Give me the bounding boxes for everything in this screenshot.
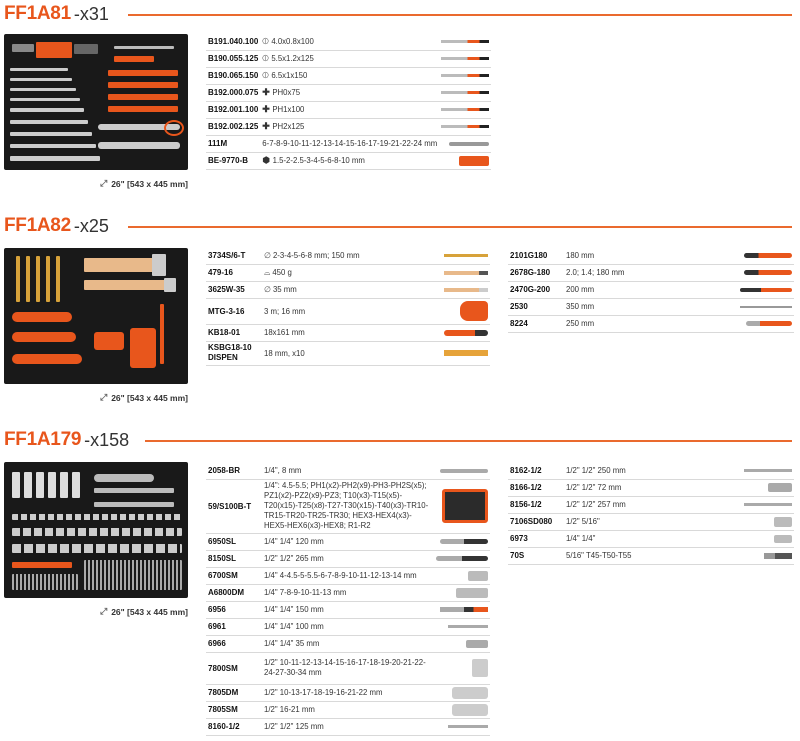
table-row: 8162-1/2 1/2" 1/2" 250 mm [508, 462, 794, 479]
universal-joint-icon [768, 483, 792, 492]
table-row: 2470G-200 200 mm [508, 281, 794, 298]
table-row: 3625W-35 ∅ 35 mm [206, 281, 490, 298]
table-row: 7106SD080 1/2" 5/16" [508, 513, 794, 530]
section-rule [128, 226, 792, 228]
table-row: A6800DM 1/4" 7-8-9-10-11-13 mm [206, 584, 490, 601]
parts-table-right [508, 462, 794, 565]
section-ff1a179 [0, 428, 800, 741]
kit-code: FF1A179 [4, 429, 82, 450]
section-title [4, 214, 109, 238]
extension-bar-icon [448, 625, 488, 628]
slot-icon: ⦶ [262, 53, 272, 63]
extension-bar-icon [744, 469, 792, 472]
table-row: B190.055.125 ⦶ 5.5x1.2x125 [206, 50, 491, 67]
table-row: 6966 1/4" 1/4" 35 mm [206, 635, 490, 652]
slot-icon: ⦶ [262, 70, 272, 80]
table-row: BE-9770-B ⬢ 1.5-2-2.5-3-4-5-6-8-10 mm [206, 152, 491, 169]
section-rule [145, 440, 792, 442]
expand-icon: ⤢ [100, 392, 108, 402]
section-ff1a82 [0, 214, 800, 414]
table-row: 8150SL 1/2" 1/2" 265 mm [206, 550, 490, 567]
table-row: B191.040.100 ⦶ 4.0x0.8x100 [206, 33, 491, 50]
kit-quantity: -x31 [73, 3, 109, 24]
diameter-icon: ∅ [264, 250, 273, 260]
table-row: 6973 1/4" 1/4" [508, 530, 794, 547]
parts-table [206, 247, 490, 366]
bit-case-icon [442, 489, 488, 523]
table-row: 6956 1/4" 1/4" 150 mm [206, 601, 490, 618]
table-row: 479-16 ⌓ 450 g [206, 264, 490, 281]
table-row: 2678G-180 2.0; 1.4; 180 mm [508, 264, 794, 281]
kit-code: FF1A82 [4, 215, 71, 236]
phillips-icon: ✚ [262, 104, 273, 114]
screwdriver-icon [441, 57, 489, 60]
section-title [4, 428, 129, 452]
diameter-icon: ∅ [264, 285, 273, 294]
pliers-icon [744, 253, 792, 258]
table-row: 7805DM 1/2" 10-13-17-18-19-16-21-22 mm [206, 684, 490, 701]
blade-dispenser-icon [444, 350, 488, 356]
screwdriver-icon [441, 108, 489, 111]
tray-size-caption: ⤢ 26" [543 x 445 mm] [100, 606, 189, 617]
deep-socket-icon [452, 704, 488, 716]
adapter-icon [774, 517, 792, 527]
phillips-icon: ✚ [262, 121, 273, 131]
table-row: 6961 1/4" 1/4" 100 mm [206, 618, 490, 635]
extension-bar-icon [448, 725, 488, 728]
table-row: 2058-BR 1/4", 8 mm [206, 462, 490, 479]
table-row: B192.000.075 ✚ PH0x75 [206, 84, 491, 101]
table-row: 2530 350 mm [508, 298, 794, 315]
table-row: B192.001.100 ✚ PH1x100 [206, 101, 491, 118]
kit-quantity: -x25 [73, 215, 109, 236]
table-row: KSBG18-10 DISPEN 18 mm, x10 [206, 341, 490, 365]
ratchet-icon [436, 556, 488, 561]
slot-icon: ⦶ [262, 35, 272, 46]
screwdriver-icon [441, 91, 489, 94]
table-row: MTG-3-16 3 m; 16 mm [206, 298, 490, 324]
ratchet-icon [440, 469, 488, 473]
parts-table-right [508, 247, 794, 333]
mallet-icon [444, 288, 488, 292]
table-row: 8166-1/2 1/2" 1/2" 72 mm [508, 479, 794, 496]
tray-size-caption: ⤢ 26" [543 x 445 mm] [100, 392, 189, 403]
socket-icon [472, 659, 488, 677]
water-pump-pliers-icon [746, 321, 792, 326]
table-row: 3734S/6-T ∅ 2-3-4-5-6-8 mm; 150 mm [206, 247, 490, 264]
table-row: 6950SL 1/4" 1/4" 120 mm [206, 533, 490, 550]
deep-socket-icon [452, 687, 488, 699]
parts-table [206, 33, 491, 170]
table-row: B192.002.125 ✚ PH2x125 [206, 118, 491, 135]
punch-set-icon [444, 254, 488, 257]
section-ff1a81 [0, 2, 800, 192]
universal-joint-icon [466, 640, 488, 648]
deep-socket-icon [456, 588, 488, 598]
pickup-tool-icon [740, 306, 792, 308]
knife-icon [444, 330, 488, 336]
tray-image [4, 462, 188, 598]
table-row: 7805SM 1/2" 16-21 mm [206, 701, 490, 718]
screwdriver-icon [441, 40, 489, 43]
stripping-pliers-icon [744, 270, 792, 275]
table-row: 8160-1/2 1/2" 1/2" 125 mm [206, 718, 490, 735]
table-row: 6700SM 1/4" 4-4.5-5-5.5-6-7-8-9-10-11-12-13-14 mm [206, 567, 490, 584]
table-row: 59/S100B-T 1/4": 4.5-5.5; PH1(x2)-PH2(x9)-PH3-PH2S(x5); PZ1(x2)-PZ2(x9)-PZ3; T10(x3)-T15(x5)-T20(x15)-T25(x8)-T27-T30(x15)-T40(x3)-TR10-TR15-TR20-TR25-TR30; HEX3-HEX4(x3)-HEX5-HEX6(x3)-HEX8; R1-R2 [206, 479, 490, 533]
tray-image [4, 34, 188, 170]
spinner-handle-icon [440, 607, 488, 612]
table-row: 70S 5/16" T45-T50-T55 [508, 547, 794, 564]
screwdriver-icon [441, 125, 489, 128]
table-row: 111M 6-7-8-9-10-11-12-13-14-15-16-17-19-21-22-24 mm [206, 135, 491, 152]
weight-icon: ⌓ [264, 267, 273, 277]
adapter-icon [774, 535, 792, 543]
socket-icon [468, 571, 488, 581]
section-rule [128, 14, 792, 16]
expand-icon: ⤢ [100, 606, 108, 616]
kit-code: FF1A81 [4, 3, 71, 24]
table-row: B190.065.150 ⦶ 6.5x1x150 [206, 67, 491, 84]
extension-bar-icon [744, 503, 792, 506]
table-row: 8224 250 mm [508, 315, 794, 332]
table-row: 7800SM 1/2" 10-11-12-13-14-15-16-17-18-19-20-21-22-24-27-30-34 mm [206, 652, 490, 684]
wrench-icon [449, 142, 489, 146]
phillips-icon: ✚ [262, 87, 273, 97]
long-nose-pliers-icon [740, 288, 792, 292]
kit-quantity: -x158 [84, 429, 130, 450]
hex-key-icon [459, 156, 489, 166]
hammer-icon [444, 271, 488, 275]
ratchet-icon [440, 539, 488, 544]
table-row: 2101G180 180 mm [508, 247, 794, 264]
parts-table [206, 462, 490, 736]
screwdriver-icon [441, 74, 489, 77]
hex-icon: ⬢ [262, 155, 273, 165]
table-row: KB18-01 18x161 mm [206, 324, 490, 341]
section-title [4, 2, 109, 26]
table-row: 8156-1/2 1/2" 1/2" 257 mm [508, 496, 794, 513]
tray-image [4, 248, 188, 384]
tray-size-caption: ⤢ 26" [543 x 445 mm] [100, 178, 189, 189]
tape-measure-icon [460, 301, 488, 321]
bit-icon [764, 553, 792, 559]
expand-icon: ⤢ [100, 178, 108, 188]
